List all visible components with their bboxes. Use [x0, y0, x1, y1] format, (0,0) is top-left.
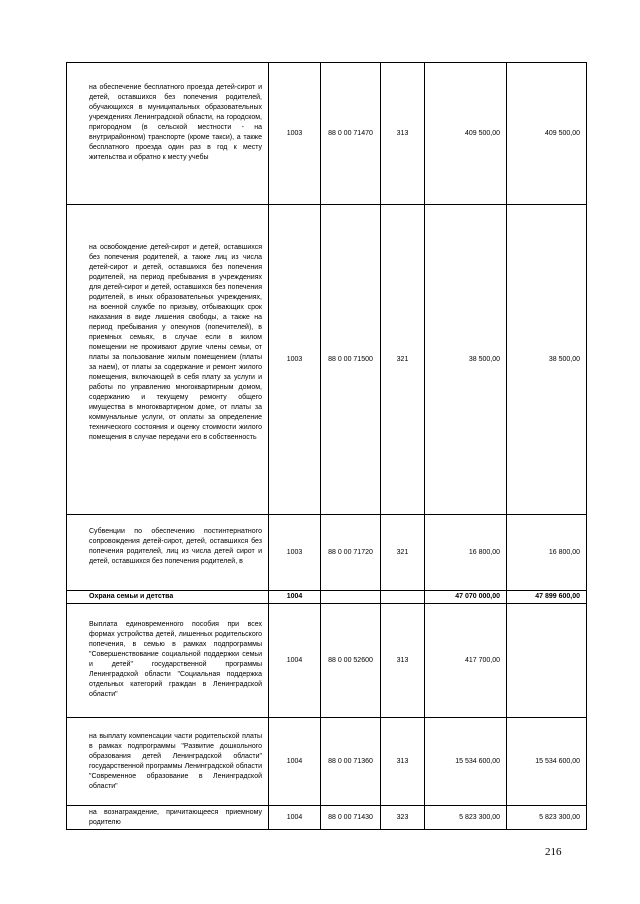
section-code: 1004: [269, 806, 321, 830]
amount-year2: 5 823 300,00: [507, 806, 587, 830]
amount-year1: 47 070 000,00: [425, 591, 507, 604]
section-code: 1003: [269, 205, 321, 515]
amount-year2: 47 899 600,00: [507, 591, 587, 604]
table-row: [67, 515, 587, 591]
row-description: на обеспечение бесплатного проезда детей-сирот и детей, оставшихся без попечения родителей, обучающихся в муниципальных образовательных учреждениях Ленинградской области, на городском, пригородном (в сельской местности - на внутрирайонном) транспорте (кроме такси), а также бесплатного проезда один раз в год к месту жительства и обратно к месту учебы: [89, 84, 262, 161]
row-description: Выплата единовременного пособия при всех формах устройства детей, лишенных родительского попечения, в семью в рамках подпрограммы "Совершенствование социальной поддержки семьи и детей" государственной программы Ленинградской области "Социальная поддержка отдельных категорий граждан в Ленинградской области": [89, 621, 262, 698]
section-code: 1003: [269, 515, 321, 591]
expense-type: 321: [381, 515, 425, 591]
amount-year2: 16 800,00: [507, 515, 587, 591]
row-description: Охрана семьи и детства: [89, 593, 174, 600]
table-row: [67, 63, 587, 205]
row-description-cell: [67, 718, 269, 806]
row-description-cell: [67, 806, 269, 830]
row-description-cell: [67, 63, 269, 205]
amount-year1: 417 700,00: [425, 604, 507, 718]
table-row-section-header: [67, 591, 587, 604]
target-article: 88 0 00 71500: [321, 205, 381, 515]
target-article: 88 0 00 71360: [321, 718, 381, 806]
amount-year1: 409 500,00: [425, 63, 507, 205]
target-article: [321, 591, 381, 604]
row-description-cell: [67, 591, 269, 604]
target-article: 88 0 00 71470: [321, 63, 381, 205]
expense-type: 313: [381, 604, 425, 718]
row-description: на освобождение детей-сирот и детей, оставшихся без попечения родителей, а также лиц из числа детей-сирот и детей, оставшихся без попечения родителей, на период пребывания в учреждениях для детей-сирот и детей, оставшихся без попечения родителей, в иных образовательных учреждениях, на военной службе по призыву, отбывающих срок наказания в виде лишения свободы, а также на период пребывания у опекунов (попечителей), в приемных семьях, в случае если в жилом помещении не проживают другие члены семьи, от платы за пользование жилым помещением (платы за наем), от платы за содержание и ремонт жилого помещения, включающей в себя плату за услуги и работы по управлению многоквартирным домом, содержанию и текущему ремонту общего имущества в многоквартирном доме, от платы за коммунальные услуги, от оплаты за определение технического состояния и оценку стоимости жилого помещения в случае передачи его в собственность: [89, 244, 262, 441]
row-description-cell: [67, 205, 269, 515]
target-article: 88 0 00 71430: [321, 806, 381, 830]
target-article: 88 0 00 52600: [321, 604, 381, 718]
amount-year2: 38 500,00: [507, 205, 587, 515]
section-code: 1004: [269, 604, 321, 718]
section-code: 1004: [269, 718, 321, 806]
expense-type: 321: [381, 205, 425, 515]
amount-year1: 15 534 600,00: [425, 718, 507, 806]
expense-type: 323: [381, 806, 425, 830]
row-description: на вознаграждение, причитающееся приемному родителю: [89, 809, 262, 826]
expense-type: 313: [381, 63, 425, 205]
expense-type: 313: [381, 718, 425, 806]
row-description: Субвенции по обеспечению постинтернатного сопровождения детей-сирот, детей, оставшихся без попечения родителей, лиц из числа детей сирот и детей, оставшихся без попечения родителей, в: [89, 528, 262, 565]
amount-year1: 5 823 300,00: [425, 806, 507, 830]
amount-year2: 15 534 600,00: [507, 718, 587, 806]
section-code: 1004: [269, 591, 321, 604]
expense-type: [381, 591, 425, 604]
amount-year2: 409 500,00: [507, 63, 587, 205]
section-code: 1003: [269, 63, 321, 205]
row-description-cell: [67, 515, 269, 591]
amount-year1: 16 800,00: [425, 515, 507, 591]
budget-table: [66, 62, 587, 830]
page-number: 216: [545, 846, 562, 858]
amount-year1: 38 500,00: [425, 205, 507, 515]
table-row: [67, 604, 587, 718]
amount-year2: [507, 604, 587, 718]
target-article: 88 0 00 71720: [321, 515, 381, 591]
row-description: на выплату компенсации части родительской платы в рамках подпрограммы "Развитие дошкольного образования детей Ленинградской области" государственной программы Ленинградской области "Современное образование в Ленинградской области": [89, 733, 262, 790]
table-row: [67, 718, 587, 806]
table-row: [67, 205, 587, 515]
row-description-cell: [67, 604, 269, 718]
table-row: [67, 806, 587, 830]
